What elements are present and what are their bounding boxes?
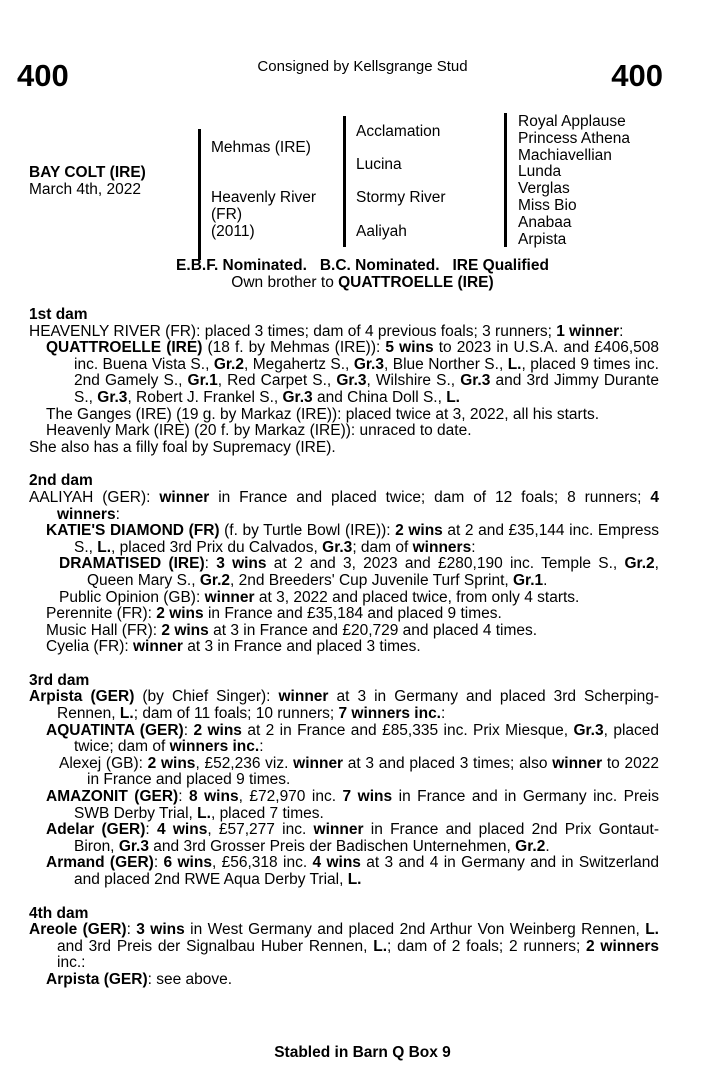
pedigree-sire-sire: Acclamation [356,123,441,140]
produce-alexej: Alexej (GB): 2 wins, £52,236 viz. winner at 3 and placed 3 times; also winner to 2022 in France and placed 9 times. [59,754,659,789]
second-dam-entry: AALIYAH (GER): winner in France and placed twice; dam of 12 foals; 8 runners; 4 winners: [29,488,659,523]
lot-number-left: 400 [17,58,69,93]
lot-number-right: 400 [611,58,663,93]
second-dam-heading: 2nd dam [29,472,93,490]
pedigree-page-body [29,307,659,989]
produce-filly-foal: She also has a filly foal by Supremacy (IRE). [29,438,336,456]
stabling-footer: Stabled in Barn Q Box 9 [274,1044,451,1061]
foaling-date: March 4th, 2022 [29,181,142,198]
first-dam-entry: HEAVENLY RIVER (FR): placed 3 times; dam of 4 previous foals; 3 runners; 1 winner: [29,322,624,340]
produce-adelar: Adelar (GER): 4 wins, £57,277 inc. winner in France and placed 2nd Prix Gontaut-Biron, Gr.3 and 3rd Grosser Preis der Badischen Unternehmen, Gr.2. [46,821,659,855]
nominations-line: E.B.F. Nominated. B.C. Nominated. IRE Qualified [176,257,549,274]
pedigree-gen3: Royal Applause Princess Athena Machiavellian Lunda Verglas Miss Bio Anabaa Arpista [518,113,631,248]
pedigree-bracket-1 [198,129,201,260]
first-dam-heading: 1st dam [29,306,88,323]
produce-amazonit: AMAZONIT (GER): 8 wins, £72,970 inc. 7 wins in France and in Germany inc. Preis SWB Derby Trial, L., placed 7 times. [46,788,659,822]
produce-quattroelle: QUATTROELLE (IRE) (18 f. by Mehmas (IRE)): 5 wins to 2023 in U.S.A. and £406,508 inc. Buena Vista S., Gr.2, Megahertz S., Gr.3, Blue Norther S., L., placed 9 times inc. 2nd Gamely S., Gr.1, Red Carpet S., Gr.3, Wilshire S., Gr.3 and 3rd Jimmy Durante S., Gr.3, Robert J. Frankel S., Gr.3 and China Doll S., L. [46,339,659,406]
produce-arpista: Arpista (GER): see above. [46,970,233,988]
produce-dramatised: DRAMATISED (IRE): 3 wins at 2 and 3, 2023 and £280,190 inc. Temple S., Gr.2, Queen Mary S., Gr.2, 2nd Breeders' Cup Juvenile Turf Sprint, Gr.1. [59,555,659,589]
produce-perennite: Perennite (FR): 2 wins in France and £35,184 and placed 9 times. [46,605,502,623]
produce-armand: Armand (GER): 6 wins, £56,318 inc. 4 wins at 3 and 4 in Germany and in Switzerland and placed 2nd RWE Aqua Derby Trial, L. [46,854,659,888]
third-dam-entry: Arpista (GER) (by Chief Singer): winner at 3 in Germany and placed 3rd Scherping-Rennen, L.; dam of 11 foals; 10 runners; 7 winners inc.: [29,688,659,723]
pedigree-dam-sire: Stormy River [356,189,446,206]
produce-aquatinta: AQUATINTA (GER): 2 wins at 2 in France and £85,335 inc. Prix Miesque, Gr.3, placed twice; dam of winners inc.: [46,721,659,756]
produce-music-hall: Music Hall (FR): 2 wins at 3 in France and £20,729 and placed 4 times. [46,621,538,639]
fourth-dam-entry: Areole (GER): 3 wins in West Germany and placed 2nd Arthur Von Weinberg Rennen, L. and 3rd Preis der Signalbau Huber Rennen, L.; dam of 2 foals; 2 runners; 2 winners inc.: [29,921,660,972]
produce-public-opinion: Public Opinion (GB): winner at 3, 2022 and placed twice, from only 4 starts. [59,588,580,606]
horse-title: BAY COLT (IRE) [29,164,146,181]
pedigree-sire: Mehmas (IRE) [211,139,311,156]
fourth-dam-heading: 4th dam [29,904,89,922]
pedigree-dam: Heavenly River (FR) (2011) [211,189,317,240]
produce-katies-diamond: KATIE'S DIAMOND (FR) (f. by Turtle Bowl (IRE)): 2 wins at 2 and £35,144 inc. Empress S., L., placed 3rd Prix du Calvados, Gr.3; dam of winners: [46,522,659,556]
consignor-line: Consigned by Kellsgrange Stud [257,58,468,75]
pedigree-dam-dam: Aaliyah [356,223,407,240]
pedigree-sire-dam: Lucina [356,156,402,173]
pedigree-bracket-3 [504,113,507,247]
third-dam-heading: 3rd dam [29,671,90,689]
own-brother-line: Own brother to QUATTROELLE (IRE) [231,274,494,291]
pedigree-bracket-2 [343,116,346,247]
produce-heavenly-mark: Heavenly Mark (IRE) (20 f. by Markaz (IRE)): unraced to date. [46,422,472,440]
produce-cyelia: Cyelia (FR): winner at 3 in France and placed 3 times. [46,638,421,656]
produce-the-ganges: The Ganges (IRE) (19 g. by Markaz (IRE)): placed twice at 3, 2022, all his starts. [46,405,600,423]
